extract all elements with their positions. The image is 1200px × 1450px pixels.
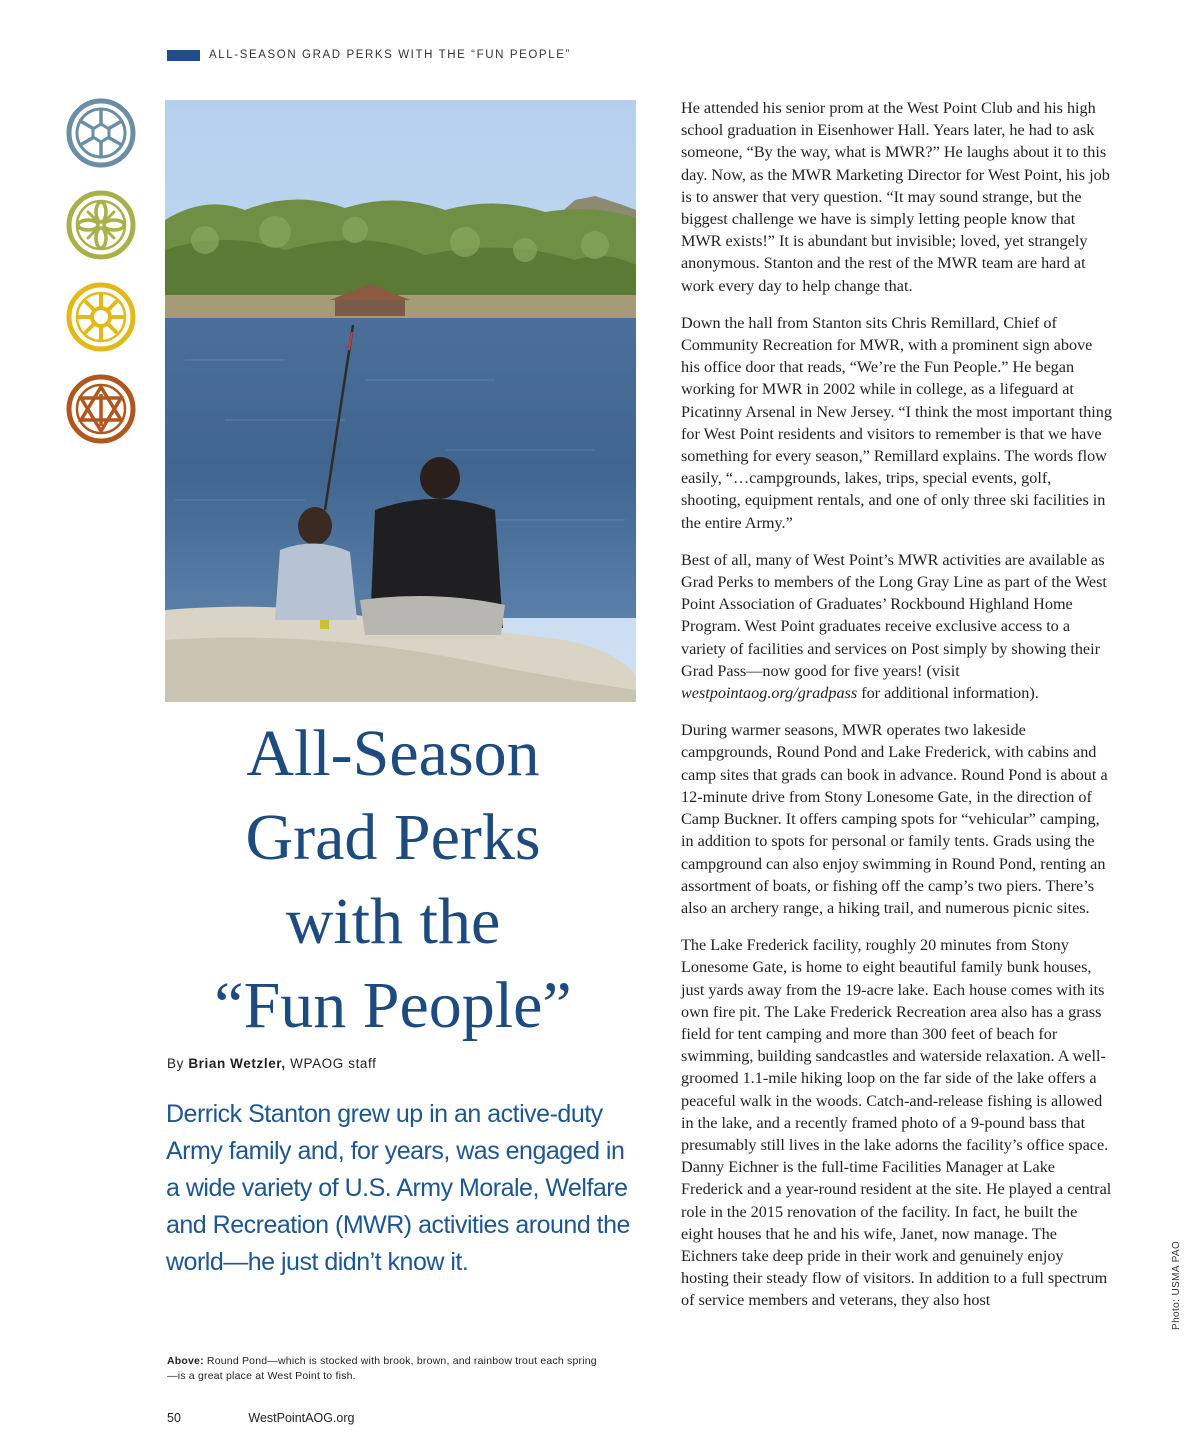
body-paragraph: The Lake Frederick facility, roughly 20 minutes from Stony Lonesome Gate, is home to eight beautiful family bunk houses, just yards away from the 19-acre lake. Each house comes with its own fire pit. The Lake Frederick Recreation area also has a grass field for tent camping and more than 300 feet of beach for swimming, building sandcastles and waterside relaxation. A well-groomed 1.1-mile hiking loop on the far side of the lake offers a peaceful walk in the woods. Catch-and-release fishing is allowed in the lake, and a recently framed photo of a 9-pound bass that presumably still lives in the lake adorns the facility’s office space. Danny Eichner is the full-time Facilities Manager at Lake Frederick and a year-round resident at the site. He played a central role in the 2015 renovation of the facility. In fact, he built the eight houses that he and his wife, Janet, now manage. The Eichners take deep pride in their work and genuinely enjoy hosting their steady flow of visitors. In addition to a full spectrum of service members and veterans, they also host [681, 936, 1112, 1310]
title-line-1: All-Season [246, 717, 540, 790]
header-accent-bar [167, 50, 200, 61]
fall-leaf-seal-icon [66, 374, 136, 444]
section-header [167, 48, 571, 62]
gradpass-link[interactable]: westpointaog.org/gradpass [681, 684, 858, 703]
title-line-4: “Fun People” [214, 969, 572, 1042]
body-paragraph: He attended his senior prom at the West Point Club and his high school graduation in Eisenhower Hall. Years later, he had to ask someone, “By the way, what is MWR?” He laughs about it to this day. Now, as the MWR Marketing Director for West Point, his job is to answer that very question. “It may sound strange, but the biggest challenge we have is simply letting people know that MWR exists!” It is abundant but invisible; loved, yet strangely anonymous. Stanton and the rest of the MWR team are hard at work every day to help change that. [681, 99, 1110, 295]
title-line-2: Grad Perks [245, 801, 541, 874]
winter-snowflake-seal-icon [66, 98, 136, 168]
summer-sun-seal-icon [66, 282, 136, 352]
byline [167, 1056, 377, 1071]
body-paragraph [681, 549, 1113, 704]
caption-text: Round Pond—which is stocked with brook, brown, and rainbow trout each spring—is a great place at West Point to fish. [167, 1355, 597, 1382]
footer-site-link[interactable]: WestPointAOG.org [248, 1411, 355, 1425]
body-paragraph: Down the hall from Stanton sits Chris Remillard, Chief of Community Recreation for MWR, with a prominent sign above his office door that reads, “We’re the Fun People.” He began working for MWR in 2002 while in college, as a lifeguard at Picatinny Arsenal in New Jersey. “I think the most important thing for West Point residents and visitors to remember is that we have something for every season,” Remillard explains. The words flow easily, “…campgrounds, lakes, trips, special events, golf, shooting, equipment rentals, and one of only three ski facilities in the entire Army.” [681, 313, 1112, 532]
photo-credit: Photo: USMA PAO [1171, 1240, 1182, 1330]
season-seals [66, 98, 136, 466]
article-title [165, 712, 621, 1048]
byline-affiliation: WPAOG staff [290, 1056, 377, 1071]
section-header-label: ALL-SEASON GRAD PERKS WITH THE “FUN PEOPLE” [209, 49, 571, 61]
article-intro: Derrick Stanton grew up in an active-duty Army family and, for years, was engaged in a wide variety of U.S. Army Morale, Welfare and Recreation (MWR) activities around the world—he just didn’t know it. [166, 1100, 630, 1276]
body-text: for additional information). [861, 684, 1039, 703]
photo-caption [167, 1354, 607, 1384]
page-number: 50 [167, 1411, 181, 1425]
byline-author: Brian Wetzler, [188, 1056, 286, 1071]
body-paragraph: During warmer seasons, MWR operates two lakeside campgrounds, Round Pond and Lake Frederick, with cabins and camp sites that grads can book in advance. Round Pond is about a 12-minute drive from Stony Lonesome Gate, in the direction of Camp Buckner. It offers camping spots for “vehicular” camping, in addition to spots for personal or family tents. Grads using the campground can also enjoy swimming in Round Pond, renting an assortment of boats, or fishing off the camp’s two piers. There’s also an archery range, a hiking trail, and numerous picnic sites. [681, 721, 1108, 917]
body-text: Best of all, many of West Point’s MWR activities are available as Grad Perks to members of the Long Gray Line as part of the West Point Association of Graduates’ Rockbound Highland Home Program. West Point graduates receive exclusive access to a variety of facilities and services on Post simply by showing their Grad Pass—now good for five years! (visit [681, 550, 1107, 680]
spring-flower-seal-icon [66, 190, 136, 260]
byline-prefix: By [167, 1056, 184, 1071]
caption-label: Above: [167, 1355, 204, 1367]
page-footer [167, 1411, 354, 1425]
round-pond-fishing-photo [165, 100, 636, 702]
title-line-3: with the [285, 885, 501, 958]
article-body [681, 97, 1113, 1327]
